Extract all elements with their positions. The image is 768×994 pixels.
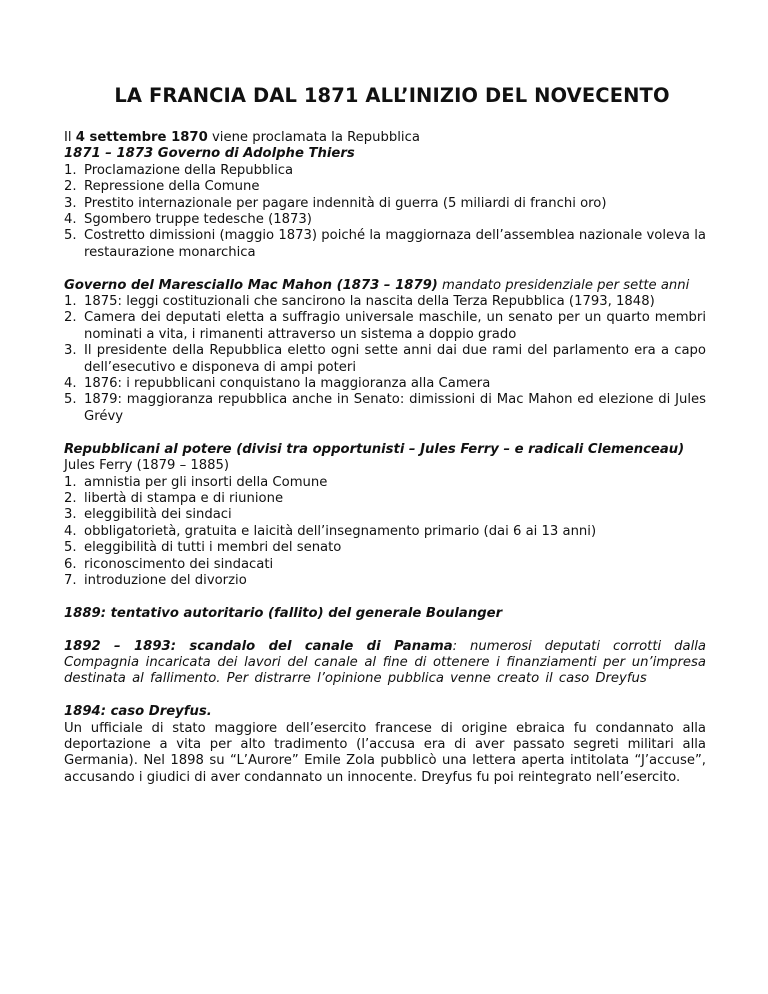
- list-number: 3.: [64, 343, 77, 359]
- list-number: 7.: [64, 572, 77, 588]
- list-item: [64, 524, 706, 540]
- list-number: 5.: [64, 392, 77, 408]
- list-number: 3.: [64, 507, 77, 523]
- list-item: [64, 343, 706, 376]
- list-item: [64, 507, 706, 523]
- document-title: LA FRANCIA DAL 1871 ALL’INIZIO DEL NOVECENTO: [114, 84, 670, 107]
- document-page: [64, 84, 706, 803]
- list-item: [64, 196, 706, 212]
- list-item: [64, 376, 706, 392]
- list-text: amnistia per gli insorti della Comune: [84, 474, 328, 490]
- list-text: Prestito internazionale per pagare indennità di guerra (5 miliardi di franchi oro): [84, 195, 607, 211]
- list-text: eleggibilità di tutti i membri del senato: [84, 540, 342, 556]
- dreyfus-body: Un ufficiale di stato maggiore dell’esercito francese di origine ebraica fu condannato alla deportazione a vita per alto tradimento (l’accusa era di aver passato segreti militari alla Germania). Nel 1898 su “L’Aurore” Emile Zola pubblicò una lettera aperta intitolata “J’accuse”, accusando i giudici di aver condannato un innocente. Dreyfus fu poi reintegrato nell’esercito.: [64, 720, 706, 785]
- list-item: [64, 392, 706, 425]
- list-number: 3.: [64, 195, 77, 211]
- list-number: 5.: [64, 228, 77, 244]
- macmahon-heading-bold: Governo del Maresciallo Mac Mahon (1873 – 1879): [64, 277, 438, 293]
- list-item: [64, 540, 706, 556]
- list-text: eleggibilità dei sindaci: [84, 507, 232, 523]
- list-item: [64, 212, 706, 228]
- list-item: [64, 179, 706, 195]
- list-number: 1.: [64, 294, 77, 310]
- list-item: [64, 294, 706, 310]
- thiers-list: [64, 163, 706, 261]
- list-text: introduzione del divorzio: [84, 572, 247, 588]
- dreyfus-heading: 1894: caso Dreyfus.: [64, 704, 212, 720]
- list-text: Repressione della Comune: [84, 179, 260, 195]
- list-number: 5.: [64, 540, 77, 556]
- panama-heading: 1892 – 1893: scandalo del canale di Panama: [64, 638, 453, 654]
- macmahon-heading-rest: mandato presidenziale per sette anni: [437, 277, 690, 293]
- republicans-heading: Repubblicani al potere (divisi tra opportunisti – Jules Ferry – e radicali Clemenceau): [64, 441, 685, 457]
- section-republicans: [64, 442, 706, 590]
- macmahon-list: [64, 294, 706, 425]
- list-text: Camera dei deputati eletta a suffragio universale maschile, un senato per un quarto membri nominati a vita, i rimanenti attraverso un sistema a doppio grado: [84, 310, 706, 342]
- list-number: 2.: [64, 490, 77, 506]
- intro-date: 4 settembre 1870: [75, 130, 208, 145]
- list-number: 1.: [64, 474, 77, 490]
- list-text: obbligatorietà, gratuita e laicità dell’insegnamento primario (dai 6 ai 13 anni): [84, 523, 597, 539]
- list-item: [64, 475, 706, 491]
- panama-paragraph: [64, 639, 706, 688]
- list-text: Il presidente della Repubblica eletto ogni sette anni dai due rami del parlamento era a capo dell’esecutivo e disponeva di ampi poteri: [84, 343, 706, 375]
- list-item: [64, 491, 706, 507]
- republicans-list: [64, 475, 706, 590]
- section-thiers: [64, 130, 706, 261]
- list-text: 1875: leggi costituzionali che sancirono la nascita della Terza Repubblica (1793, 1848): [84, 294, 655, 310]
- list-item: [64, 310, 706, 343]
- list-text: Sgombero truppe tedesche (1873): [84, 212, 312, 228]
- panama-body: : numerosi deputati corrotti dalla Compagnia incaricata dei lavori del canale al fine di ottenere i finanziamenti per un’impresa destinata al fallimento. Per distrarre l’opinione pubblica venne creato il caso Dreyfus: [64, 638, 706, 687]
- republicans-subheading: Jules Ferry (1879 – 1885): [64, 458, 230, 474]
- list-number: 1.: [64, 162, 77, 178]
- intro-prefix: Il: [64, 130, 76, 145]
- list-item: [64, 557, 706, 573]
- list-text: 1879: maggioranza repubblica anche in Senato: dimissioni di Mac Mahon ed elezione di Jules Grévy: [84, 392, 706, 424]
- list-item: [64, 163, 706, 179]
- list-number: 4.: [64, 376, 77, 392]
- list-text: Proclamazione della Repubblica: [84, 162, 294, 178]
- list-text: libertà di stampa e di riunione: [84, 490, 284, 506]
- boulanger-heading: 1889: tentativo autoritario (fallito) del generale Boulanger: [64, 605, 503, 621]
- intro-suffix: viene proclamata la Repubblica: [207, 130, 420, 145]
- macmahon-heading: [64, 278, 706, 294]
- section-panama: [64, 639, 706, 688]
- section-boulanger: [64, 606, 706, 622]
- list-number: 2.: [64, 179, 77, 195]
- section-macmahon: [64, 278, 706, 426]
- list-text: riconoscimento dei sindacati: [84, 556, 274, 572]
- list-number: 6.: [64, 556, 77, 572]
- list-number: 4.: [64, 212, 77, 228]
- thiers-heading: 1871 – 1873 Governo di Adolphe Thiers: [64, 146, 355, 162]
- section-dreyfus: [64, 704, 706, 786]
- list-number: 4.: [64, 523, 77, 539]
- list-text: Costretto dimissioni (maggio 1873) poiché la maggiornaza dell’assemblea nazionale voleva la restaurazione monarchica: [84, 228, 706, 260]
- list-item: [64, 573, 706, 589]
- intro-line: [64, 130, 706, 146]
- list-item: [64, 228, 706, 261]
- list-text: 1876: i repubblicani conquistano la maggioranza alla Camera: [84, 376, 491, 392]
- list-number: 2.: [64, 310, 77, 326]
